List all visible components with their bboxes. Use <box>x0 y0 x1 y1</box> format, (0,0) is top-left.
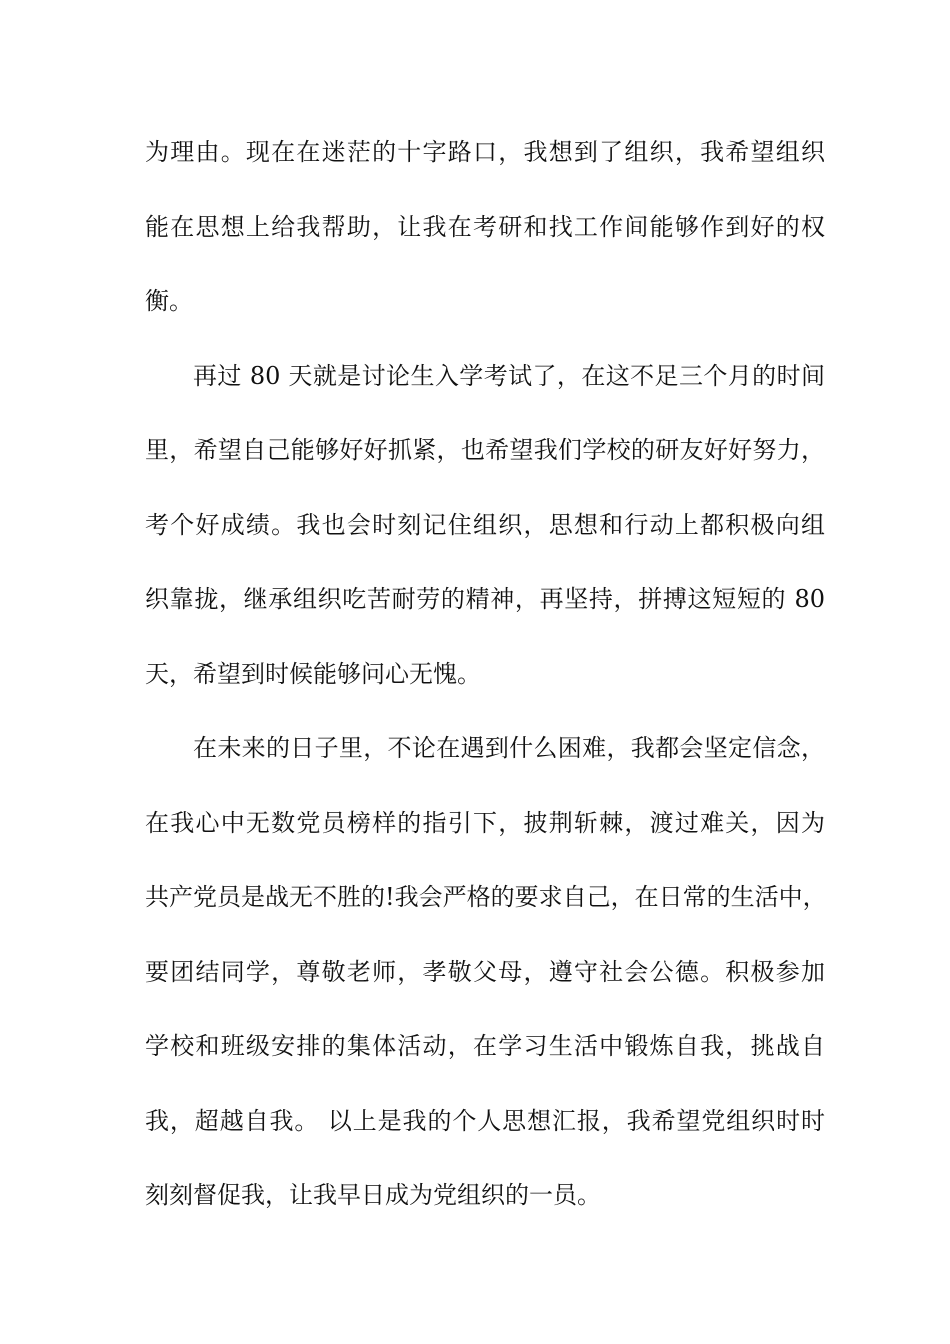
text-line: 能在思想上给我帮助，让我在考研和找工作间能够作到好的权 <box>145 212 825 241</box>
text-line: 天，希望到时候能够问心无愧。 <box>145 659 481 688</box>
body-text <box>145 128 825 1246</box>
text-line: 我，超越自我。 以上是我的个人思想汇报，我希望党组织时时 <box>145 1106 825 1135</box>
text-line: 里，希望自己能够好好抓紧，也希望我们学校的研友好好努力， <box>145 436 825 464</box>
text-line: 刻刻督促我，让我早日成为党组织的一员。 <box>145 1181 601 1209</box>
paragraph-first-line: 在未来的日子里，不论在遇到什么困难，我都会坚定信念， <box>193 734 825 762</box>
text-line: 衡。 <box>145 287 193 315</box>
text-line: 要团结同学，尊敬老师，孝敬父母，遵守社会公德。积极参加 <box>145 957 825 986</box>
paragraph-first-line: 再过 80 天就是讨论生入学考试了，在这不足三个月的时间 <box>193 361 825 390</box>
text-line: 织靠拢，继承组织吃苦耐劳的精神，再坚持，拼搏这短短的 80 <box>145 585 825 613</box>
text-line: 共产党员是战无不胜的!我会严格的要求自己，在日常的生活中， <box>145 883 827 911</box>
text-line: 考个好成绩。我也会时刻记住组织，思想和行动上都积极向组 <box>145 510 825 539</box>
text-line: 为理由。现在在迷茫的十字路口，我想到了组织，我希望组织 <box>145 138 825 166</box>
text-line: 在我心中无数党员榜样的指引下，披荆斩棘，渡过难关，因为 <box>145 808 825 837</box>
text-line: 学校和班级安排的集体活动，在学习生活中锻炼自我，挑战自 <box>145 1032 825 1060</box>
